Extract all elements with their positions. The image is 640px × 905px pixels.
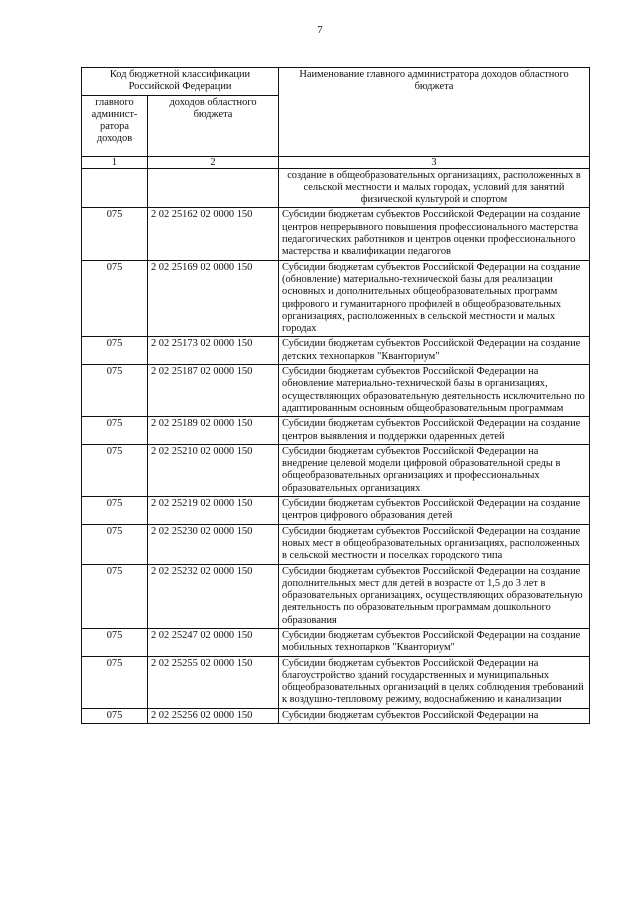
budget-classification-table <box>81 67 590 724</box>
revenue-name: Субсидии бюджетам субъектов Российской Федерации на создание центров выявления и поддержки одаренных детей <box>279 417 590 445</box>
admin-code: 075 <box>82 417 148 445</box>
table-row <box>82 365 590 417</box>
header-admin: главного админист-ратора доходов <box>82 95 148 156</box>
revenue-name: Субсидии бюджетам субъектов Российской Федерации на создание новых мест в общеобразовательных организациях, расположенных в сельской местности и поселках городского типа <box>279 524 590 564</box>
table-row <box>82 337 590 365</box>
table-row <box>82 656 590 708</box>
revenue-name: Субсидии бюджетам субъектов Российской Федерации на создание центров непрерывного повышения профессионального мастерства педагогических работников и центров оценки профессионального мастерства и квалификации педагогов <box>279 208 590 260</box>
table-row <box>82 417 590 445</box>
admin-code: 075 <box>82 337 148 365</box>
admin-code: 075 <box>82 656 148 708</box>
revenue-code: 2 02 25210 02 0000 150 <box>148 444 279 496</box>
revenue-code: 2 02 25189 02 0000 150 <box>148 417 279 445</box>
revenue-name: Субсидии бюджетам субъектов Российской Федерации на внедрение целевой модели цифровой образовательной среды в общеобразовательных организациях и профессиональных образовательных организациях <box>279 444 590 496</box>
admin-code: 075 <box>82 564 148 628</box>
admin-code: 075 <box>82 208 148 260</box>
page-number: 7 <box>317 24 323 36</box>
table-row <box>82 524 590 564</box>
revenue-name: Субсидии бюджетам субъектов Российской Федерации на создание мобильных технопарков "Кванториум" <box>279 628 590 656</box>
revenue-name: Субсидии бюджетам субъектов Российской Федерации на создание (обновление) материально-технической базы для реализации основных и дополнительных общеобразовательных программ цифрового и гуманитарного профилей в общеобразовательных организациях, расположенных в сельской местности и малых городах <box>279 260 590 337</box>
revenue-code: 2 02 25232 02 0000 150 <box>148 564 279 628</box>
revenue-name: Субсидии бюджетам субъектов Российской Федерации на создание детских технопарков "Кванториум" <box>279 337 590 365</box>
header-code-group: Код бюджетной классификации Российской Федерации <box>82 68 279 96</box>
revenue-code: 2 02 25247 02 0000 150 <box>148 628 279 656</box>
header-num-1: 1 <box>82 156 148 168</box>
admin-code: 075 <box>82 628 148 656</box>
revenue-code: 2 02 25255 02 0000 150 <box>148 656 279 708</box>
header-num-3: 3 <box>279 156 590 168</box>
table-row <box>82 497 590 525</box>
revenue-code: 2 02 25162 02 0000 150 <box>148 208 279 260</box>
admin-code: 075 <box>82 524 148 564</box>
table-row <box>82 444 590 496</box>
header-revenue: доходов областного бюджета <box>148 95 279 156</box>
table-row <box>82 208 590 260</box>
admin-code: 075 <box>82 260 148 337</box>
table-row <box>82 564 590 628</box>
revenue-name: Субсидии бюджетам субъектов Российской Федерации на обновление материально-технической базы в организациях, осуществляющих образовательную деятельность исключительно по адаптированным основным общеобразовательным программам <box>279 365 590 417</box>
admin-code: 075 <box>82 365 148 417</box>
revenue-code: 2 02 25219 02 0000 150 <box>148 497 279 525</box>
revenue-name: Субсидии бюджетам субъектов Российской Федерации на благоустройство зданий государственных и муниципальных общеобразовательных организаций в целях соблюдения требований к воздушно-тепловому режиму, водоснабжению и канализации <box>279 656 590 708</box>
revenue-code: 2 02 25230 02 0000 150 <box>148 524 279 564</box>
admin-code: 075 <box>82 708 148 723</box>
revenue-name: Субсидии бюджетам субъектов Российской Федерации на <box>279 708 590 723</box>
revenue-name: Субсидии бюджетам субъектов Российской Федерации на создание дополнительных мест для детей в возрасте от 1,5 до 3 лет в образовательных организациях, осуществляющих образовательную деятельность по образовательным программам дошкольного образования <box>279 564 590 628</box>
table-row <box>82 260 590 337</box>
revenue-code: 2 02 25169 02 0000 150 <box>148 260 279 337</box>
table-row <box>82 628 590 656</box>
admin-code: 075 <box>82 497 148 525</box>
header-name: Наименование главного администратора доходов областного бюджета <box>279 68 590 157</box>
continuation-text: создание в общеобразовательных организациях, расположенных в сельской местности и малых городах, условий для занятий физической культурой и спортом <box>279 168 590 208</box>
header-num-2: 2 <box>148 156 279 168</box>
admin-code: 075 <box>82 444 148 496</box>
revenue-name: Субсидии бюджетам субъектов Российской Федерации на создание центров цифрового образования детей <box>279 497 590 525</box>
revenue-code: 2 02 25256 02 0000 150 <box>148 708 279 723</box>
revenue-code: 2 02 25173 02 0000 150 <box>148 337 279 365</box>
table-row <box>82 708 590 723</box>
revenue-code: 2 02 25187 02 0000 150 <box>148 365 279 417</box>
table-row-continuation <box>82 168 590 208</box>
